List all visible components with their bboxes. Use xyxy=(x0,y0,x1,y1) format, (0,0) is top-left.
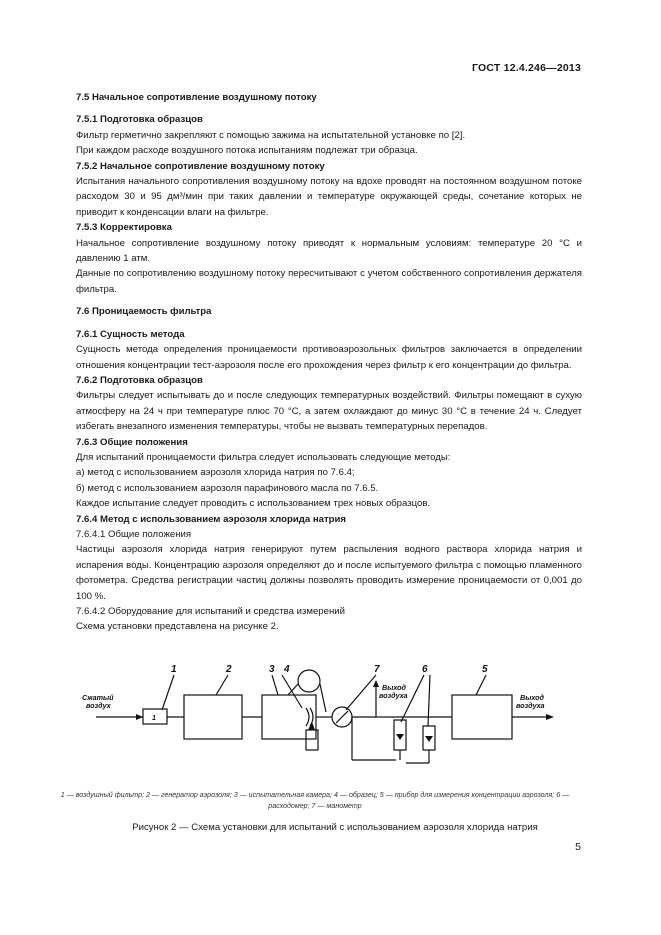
section-heading: 7.5.2 Начальное сопротивление воздушному потоку xyxy=(76,160,325,172)
section-heading: 7.6.2 Подготовка образцов xyxy=(76,374,203,386)
paragraph: При каждом расходе воздушного потока испытаниям подлежат три образца. xyxy=(76,145,418,157)
figure-caption: Рисунок 2 — Схема установки для испытаний с использованием аэрозоля хлорида натрия xyxy=(132,822,538,833)
paragraph: Каждое испытание следует проводить с использованием трех новых образцов. xyxy=(76,498,431,510)
paragraph: б) метод с использованием аэрозоля парафинового масла по 7.6.5. xyxy=(76,482,379,494)
section-heading: 7.5.3 Корректировка xyxy=(76,222,172,234)
label-output-air-1: Выход xyxy=(382,683,406,692)
paragraph: Для испытаний проницаемости фильтра следует использовать следующие методы: xyxy=(76,451,451,463)
paragraph: Начальное сопротивление воздушному потоку приводят к нормальным условиям: температуре 20 °C и давлению 1 атм. xyxy=(76,237,582,265)
label-input-air: Сжатый xyxy=(82,693,114,702)
paragraph: Фильтр герметично закрепляют с помощью зажима на испытательной установке по [2]. xyxy=(76,129,466,141)
paragraph: Данные по сопротивлению воздушному потоку пересчитывают с учетом собственного сопротивления держателя фильтра. xyxy=(76,268,582,295)
section-gap xyxy=(76,297,582,304)
paragraph: Частицы аэрозоля хлорида натрия генерируют путем распыления водного раствора хлорида натрия и испарения воды. Концентрацию аэрозоля определяют до и после испытуемого фильтра с помощью пламенного фотометра. Средства регистрации частиц должны позволять проводить измерение проницаемости от 0,001 до 100 %. xyxy=(76,544,582,602)
page-number: 5 xyxy=(575,841,581,853)
paragraph: Испытания начального сопротивления воздушному потоку на вдохе проводят на постоянном воздушном потоке расходом 30 и 95 дм³/мин при таких давлении и температуре окружающей среды, сочетание которых не приводит к конденсации влаги на фильтре. xyxy=(76,176,582,218)
label-input-air-2: воздух xyxy=(86,701,111,710)
label-output-air-2: Выход xyxy=(520,693,544,702)
figure-number-6: 6 xyxy=(422,664,428,675)
figure-legend: 1 — воздушный фильтр; 2 — генератор аэрозоля; 3 — испытательная камера; 4 — образец; 5 — прибор для измерения концентрации аэрозоля; 6 — расходомер; 7 — манометр xyxy=(60,791,570,810)
test-setup-diagram xyxy=(76,660,586,780)
document-id: ГОСТ 12.4.246—2013 xyxy=(472,62,581,74)
figure-number-5: 5 xyxy=(482,664,488,675)
paragraph: Схема установки представлена на рисунке 2. xyxy=(76,621,279,633)
figure-number-4: 4 xyxy=(284,664,290,675)
section-gap xyxy=(76,320,582,327)
paragraph: Фильтры следует испытывать до и после следующих температурных воздействий. Фильтры помещают в сухую атмосферу на 24 ч при температуре плюс 70 °C, а затем охлаждают до минус 30 °C в течение 24 ч. Следует избегать внезапного изменения температуры, чтобы не вызвать температурных перепадов. xyxy=(76,390,582,433)
figure-number-3: 3 xyxy=(269,664,275,675)
paragraph: Сущность метода определения проницаемости противоаэрозольных фильтров заключается в определении отношения концентрации тест-аэрозоля после его прохождения через фильтр к его концентрации до фильтра. xyxy=(76,344,582,371)
label-output-air-2b: воздуха xyxy=(516,701,545,710)
figure-number-1: 1 xyxy=(171,664,177,675)
section-heading: 7.5.1 Подготовка образцов xyxy=(76,114,203,126)
section-heading: 7.6 Проницаемость фильтра xyxy=(76,306,212,318)
figure-filter-marker: 1 xyxy=(152,715,156,722)
figure-number-7: 7 xyxy=(374,664,380,675)
section-gap xyxy=(76,105,582,112)
section-heading: 7.6.1 Сущность метода xyxy=(76,328,185,340)
section-heading: 7.6.3 Общие положения xyxy=(76,436,188,448)
document-body xyxy=(76,90,582,635)
figure-number-2: 2 xyxy=(226,664,232,675)
section-heading: 7.6.4 Метод с использованием аэрозоля хлорида натрия xyxy=(76,513,347,525)
section-heading: 7.5 Начальное сопротивление воздушному потоку xyxy=(76,92,317,103)
paragraph: 7.6.4.2 Оборудование для испытаний и средства измерений xyxy=(76,606,345,617)
paragraph: а) метод с использованием аэрозоля хлорида натрия по 7.6.4; xyxy=(76,467,355,479)
paragraph: 7.6.4.1 Общие положения xyxy=(76,528,192,540)
label-output-air-1b: воздуха xyxy=(379,691,408,700)
